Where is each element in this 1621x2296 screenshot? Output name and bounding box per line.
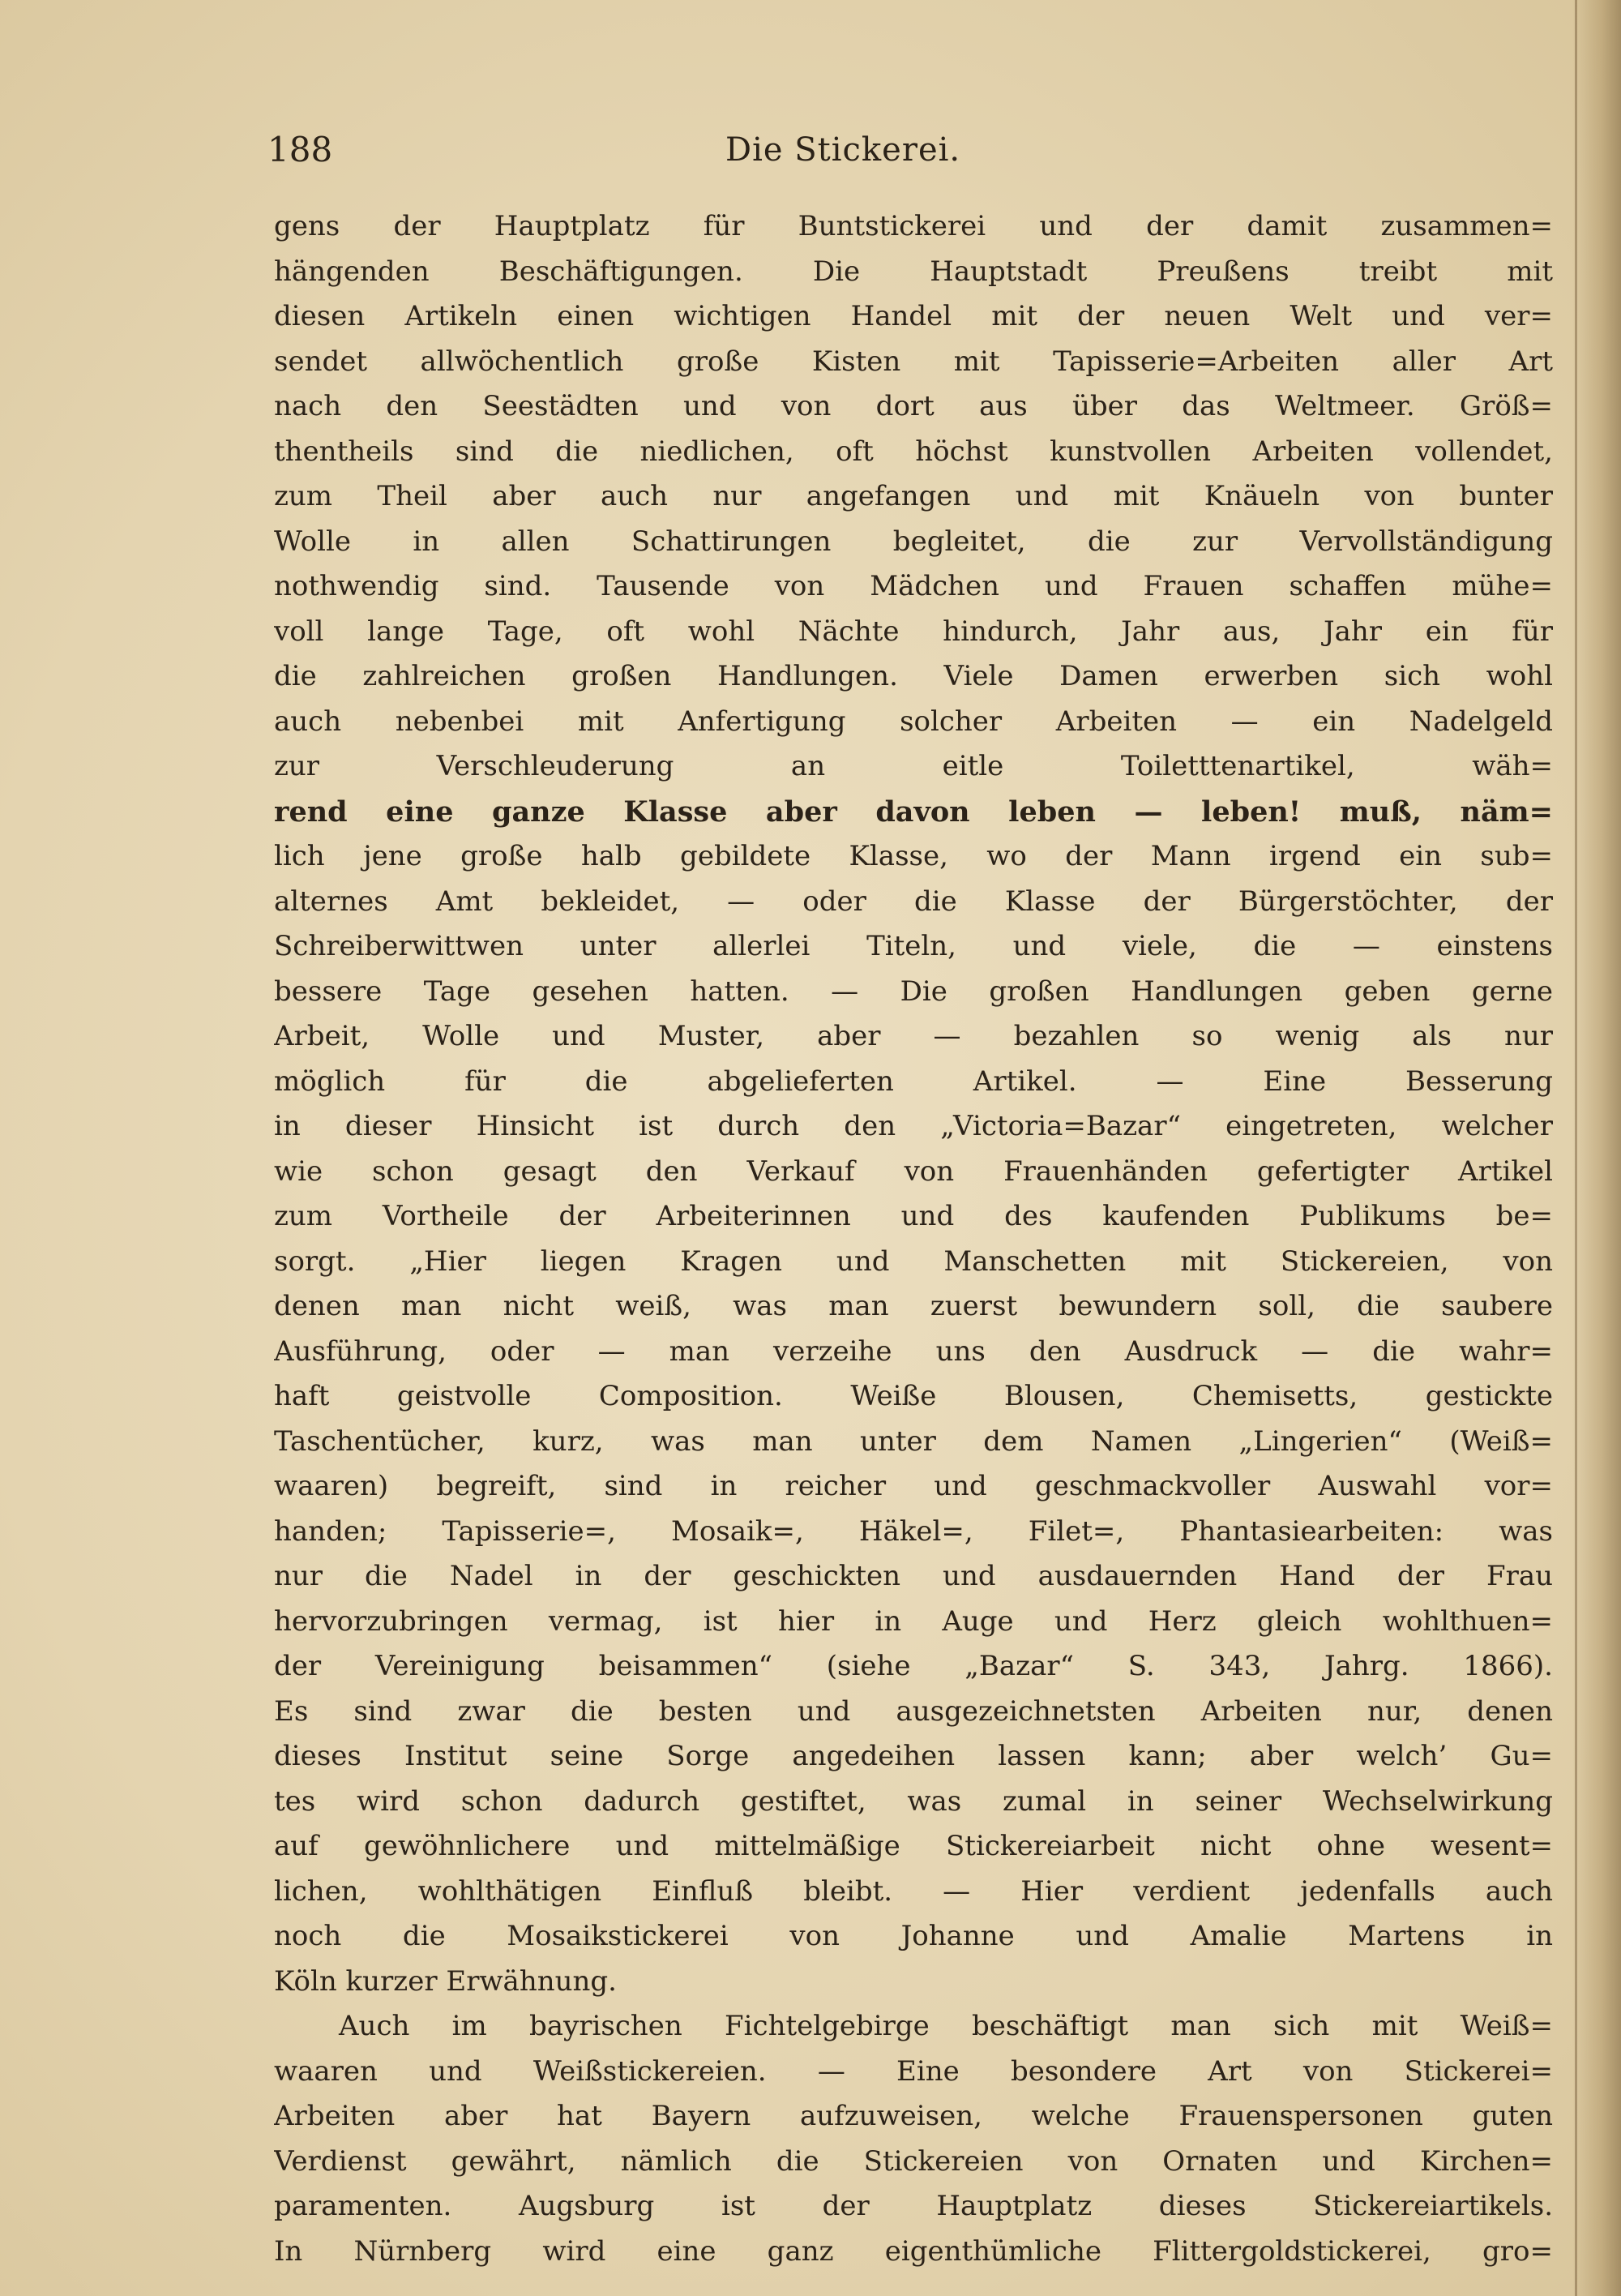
text-line: zur Verschleuderung an eitle Toiletttenartikel, wäh= — [274, 750, 1553, 782]
text-line: hervorzubringen vermag, ist hier in Auge und Herz gleich wohlthuen= — [274, 1604, 1553, 1638]
page-number: 188 — [267, 130, 333, 169]
text-line-paragraph-start: Auch im bayrischen Fichtelgebirge beschäftigt man sich mit Weiß= — [339, 2010, 1553, 2042]
text-line: hängenden Beschäftigungen. Die Hauptstadt Preußens treibt mit — [274, 255, 1553, 288]
text-line: Verdienst gewährt, nämlich die Stickereien von Ornaten und Kirchen= — [274, 2144, 1553, 2178]
text-line: Arbeiten aber hat Bayern aufzuweisen, welche Frauenspersonen guten — [274, 2100, 1553, 2132]
text-line: bessere Tage gesehen hatten. — Die großen Handlungen geben gerne — [274, 975, 1553, 1008]
text-line: paramenten. Augsburg ist der Hauptplatz dieses Stickereiartikels. — [274, 2190, 1553, 2222]
running-head — [267, 126, 1597, 174]
text-line: voll lange Tage, oft wohl Nächte hindurch, Jahr aus, Jahr ein für — [274, 615, 1553, 648]
text-line: lich jene große halb gebildete Klasse, wo der Mann irgend ein sub= — [274, 840, 1553, 872]
text-line: wie schon gesagt den Verkauf von Frauenhänden gefertigter Artikel — [274, 1154, 1553, 1188]
text-line: dieses Institut seine Sorge angedeihen lassen kann; aber welch’ Gu= — [274, 1740, 1553, 1772]
text-line: zum Vortheile der Arbeiterinnen und des kaufenden Publikums be= — [274, 1200, 1553, 1232]
text-line: sendet allwöchentlich große Kisten mit Tapisserie=Arbeiten aller Art — [274, 345, 1553, 378]
running-title: Die Stickerei. — [725, 131, 961, 169]
text-line: Arbeit, Wolle und Muster, aber — bezahlen so wenig als nur — [274, 1020, 1553, 1052]
text-line: denen man nicht weiß, was man zuerst bewundern soll, die saubere — [274, 1290, 1553, 1322]
text-line: der Vereinigung beisammen“ (siehe „Bazar“ S. 343, Jahrg. 1866). — [274, 1650, 1553, 1682]
page-edge-shadow — [1572, 0, 1621, 2296]
text-line: Taschentücher, kurz, was man unter dem Namen „Lingerien“ (Weiß= — [274, 1424, 1553, 1458]
text-line: nothwendig sind. Tausende von Mädchen und Frauen schaffen mühe= — [274, 570, 1553, 602]
text-line: alternes Amt bekleidet, — oder die Klasse der Bürgerstöchter, der — [274, 885, 1553, 918]
text-line: auch nebenbei mit Anfertigung solcher Arbeiten — ein Nadelgeld — [274, 705, 1553, 738]
text-line: die zahlreichen großen Handlungen. Viele Damen erwerben sich wohl — [274, 660, 1553, 692]
text-line: tes wird schon dadurch gestiftet, was zumal in seiner Wechselwirkung — [274, 1784, 1553, 1818]
text-line: In Nürnberg wird eine ganz eigenthümliche Flittergoldstickerei, gro= — [274, 2234, 1553, 2268]
page-gutter-line — [1575, 0, 1577, 2296]
text-line: lichen, wohlthätigen Einfluß bleibt. — Hier verdient jedenfalls auch — [274, 1874, 1553, 1908]
text-line: Wolle in allen Schattirungen begleitet, die zur Vervollständigung — [274, 525, 1553, 558]
text-line-emphasis: rend eine ganze Klasse aber davon leben — leben! muß, näm= — [274, 795, 1553, 829]
text-line: Schreiberwittwen unter allerlei Titeln, und viele, die — einstens — [274, 930, 1553, 962]
body-text — [274, 204, 1553, 2274]
text-line: auf gewöhnlichere und mittelmäßige Stickereiarbeit nicht ohne wesent= — [274, 1830, 1553, 1862]
text-line: thentheils sind die niedlichen, oft höchst kunstvollen Arbeiten vollendet, — [274, 435, 1553, 468]
text-line-paragraph-end: Köln kurzer Erwähnung. — [274, 1964, 617, 1998]
text-line: waaren und Weißstickereien. — Eine besondere Art von Stickerei= — [274, 2054, 1553, 2088]
text-line: handen; Tapisserie=, Mosaik=, Häkel=, Filet=, Phantasiearbeiten: was — [274, 1514, 1553, 1548]
text-line: sorgt. „Hier liegen Kragen und Manschetten mit Stickereien, von — [274, 1244, 1553, 1278]
text-line: waaren) begreift, sind in reicher und geschmackvoller Auswahl vor= — [274, 1470, 1553, 1502]
text-line: haft geistvolle Composition. Weiße Blousen, Chemisetts, gestickte — [274, 1380, 1553, 1412]
text-line: Ausführung, oder — man verzeihe uns den Ausdruck — die wahr= — [274, 1334, 1553, 1368]
text-line: zum Theil aber auch nur angefangen und mit Knäueln von bunter — [274, 480, 1553, 512]
text-line: Es sind zwar die besten und ausgezeichnetsten Arbeiten nur, denen — [274, 1694, 1553, 1728]
text-line: nach den Seestädten und von dort aus über das Weltmeer. Größ= — [274, 390, 1553, 422]
text-line: noch die Mosaikstickerei von Johanne und Amalie Martens in — [274, 1920, 1553, 1952]
text-line: in dieser Hinsicht ist durch den „Victoria=Bazar“ eingetreten, welcher — [274, 1110, 1553, 1142]
text-line: diesen Artikeln einen wichtigen Handel mit der neuen Welt und ver= — [274, 300, 1553, 332]
text-line: gens der Hauptplatz für Buntstickerei und der damit zusammen= — [274, 210, 1553, 242]
text-line: möglich für die abgelieferten Artikel. — Eine Besserung — [274, 1064, 1553, 1098]
text-line: nur die Nadel in der geschickten und ausdauernden Hand der Frau — [274, 1560, 1553, 1592]
